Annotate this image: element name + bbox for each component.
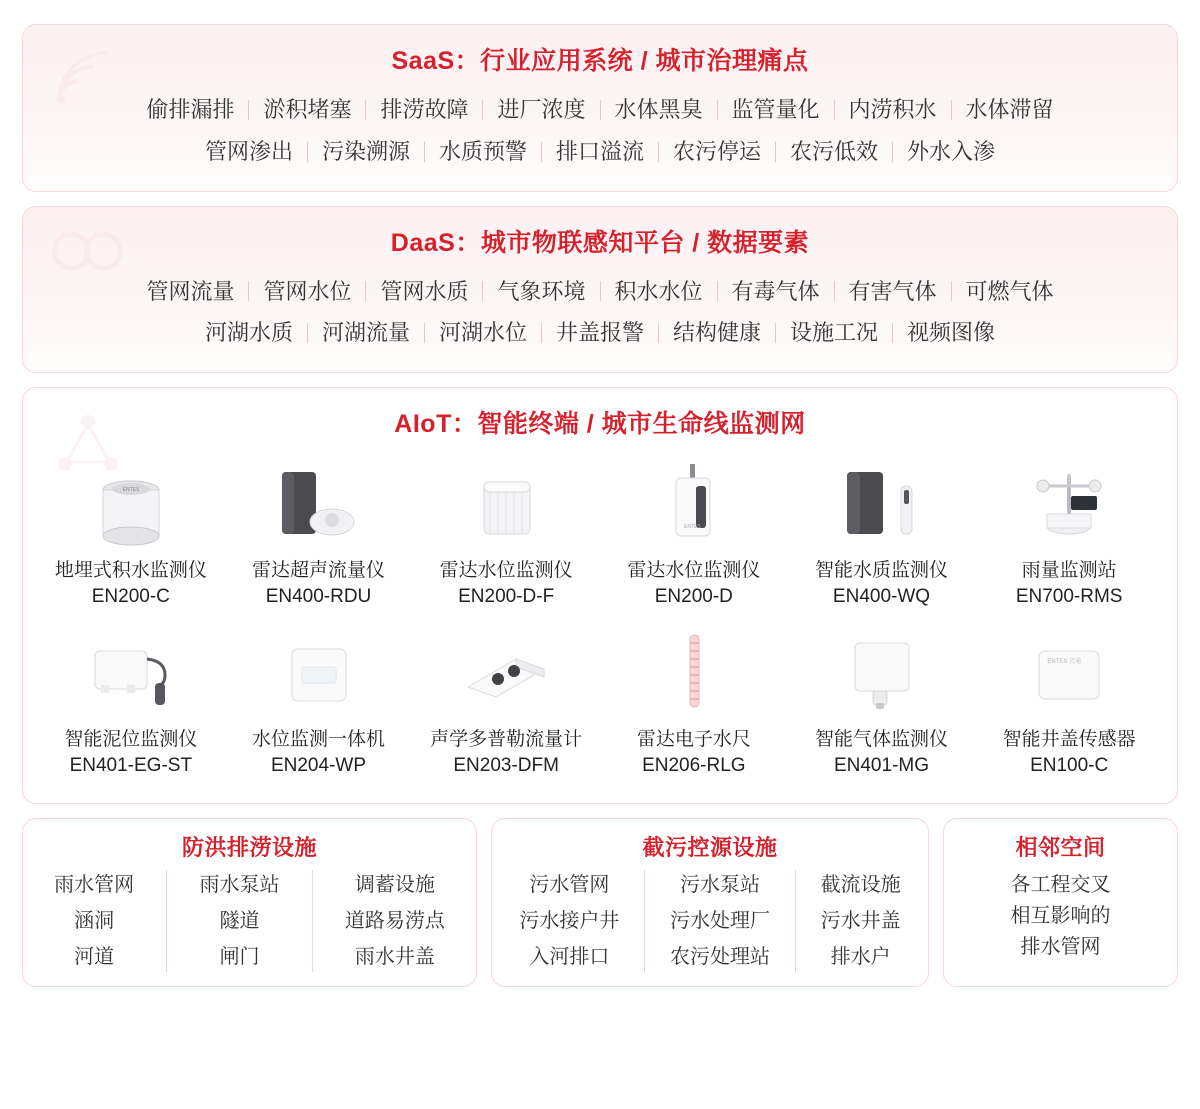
column-divider — [312, 870, 313, 972]
device-card — [37, 452, 225, 615]
device-model: EN204-WP — [270, 755, 366, 777]
pollution-facilities-columns — [502, 870, 918, 972]
saas-tag: 管网渗出 — [204, 138, 293, 164]
saas-rows — [43, 89, 1157, 173]
device-name: 水位监测一体机 — [251, 729, 385, 751]
device-name: 智能水质监测仪 — [814, 560, 948, 582]
device-card — [788, 621, 976, 784]
device-model: EN100-C — [1030, 755, 1109, 777]
daas-tag: 设施工况 — [790, 320, 879, 346]
facility-item: 涵洞 — [74, 909, 115, 932]
daas-tag: 有毒气体 — [731, 278, 820, 304]
saas-title-cn: 行业应用系统 / 城市治理痛点 — [480, 47, 809, 75]
pollution-facilities-card — [491, 818, 929, 987]
daas-title — [43, 223, 1157, 259]
device-card — [225, 621, 413, 784]
device-name: 声学多普勒流量计 — [430, 729, 583, 751]
device-name: 雷达电子水尺 — [636, 729, 751, 751]
device-image-darkbox-disc-icon — [227, 456, 411, 550]
daas-tag: 井盖报警 — [555, 320, 644, 346]
device-name: 雨量监测站 — [1021, 560, 1117, 582]
facility-item: 闸门 — [219, 945, 260, 968]
saas-row-1 — [43, 89, 1157, 131]
device-image-boxnozzle-icon — [790, 625, 974, 719]
flood-facilities-card — [22, 818, 477, 987]
device-name: 智能泥位监测仪 — [64, 729, 198, 751]
adjacent-space-line: 相互影响的 — [1010, 904, 1111, 927]
device-image-darkbox-pen-icon — [790, 456, 974, 550]
bottom-row — [22, 818, 1178, 987]
daas-tag: 积水水位 — [614, 278, 703, 304]
svg-text:ENTES 宜通: ENTES 宜通 — [1047, 659, 1082, 666]
device-card — [975, 452, 1163, 615]
facility-item: 雨水管网 — [54, 873, 135, 896]
facility-column — [189, 870, 289, 972]
device-name: 雷达水位监测仪 — [627, 560, 761, 582]
device-model: EN203-DFM — [453, 755, 559, 777]
adjacent-space-line: 各工程交叉 — [1010, 873, 1111, 896]
saas-title-en: SaaS： — [391, 47, 481, 75]
column-divider — [166, 870, 167, 972]
daas-tag: 管网水质 — [380, 278, 469, 304]
device-model: EN400-RDU — [265, 585, 372, 607]
daas-title-en: DaaS： — [390, 228, 481, 257]
facility-item: 截流设施 — [820, 873, 901, 896]
facility-column — [335, 870, 455, 972]
saas-tag: 水质预警 — [438, 138, 527, 164]
saas-tag: 进厂浓度 — [497, 97, 586, 122]
daas-tag: 有害气体 — [848, 278, 937, 304]
facility-item: 隧道 — [219, 909, 260, 932]
column-divider — [644, 870, 645, 972]
daas-tag: 河湖水位 — [438, 320, 527, 346]
facility-item: 农污处理站 — [669, 945, 770, 968]
facility-column — [509, 870, 629, 972]
device-model: EN401-EG-ST — [69, 755, 193, 777]
device-name: 雷达水位监测仪 — [439, 560, 573, 582]
device-image-boxcable-icon — [39, 625, 223, 719]
facility-item: 道路易涝点 — [344, 909, 445, 932]
saas-tag: 外水入渗 — [907, 138, 996, 164]
facility-item: 污水处理厂 — [669, 909, 770, 932]
saas-tag: 淤积堵塞 — [263, 97, 352, 122]
saas-tag: 排涝故障 — [380, 97, 469, 122]
device-card — [412, 621, 600, 784]
daas-tag: 管网流量 — [146, 278, 235, 304]
device-model: EN200-D — [654, 585, 733, 607]
device-image-cylinder-icon — [39, 456, 223, 550]
device-model: EN206-RLG — [642, 755, 746, 777]
facility-item: 污水接户井 — [519, 909, 620, 932]
saas-tag: 内涝积水 — [848, 97, 937, 122]
facility-column — [660, 870, 780, 972]
facility-item: 调蓄设施 — [354, 873, 435, 896]
daas-row-1 — [43, 271, 1157, 313]
facility-item: 排水户 — [830, 945, 891, 968]
device-model: EN401-MG — [833, 755, 929, 777]
device-name: 雷达超声流量仪 — [251, 560, 385, 582]
saas-tag: 偷排漏排 — [146, 97, 235, 122]
facility-item: 污水井盖 — [820, 909, 901, 932]
saas-tag: 排口溢流 — [555, 138, 644, 164]
device-card — [37, 621, 225, 784]
device-model: EN200-D-F — [458, 585, 555, 607]
device-card — [600, 452, 788, 615]
device-name: 智能井盖传感器 — [1002, 729, 1136, 751]
aiot-card — [22, 387, 1178, 804]
daas-title-cn: 城市物联感知平台 / 数据要素 — [480, 228, 810, 257]
aiot-device-grid — [37, 452, 1163, 785]
daas-tag: 气象环境 — [497, 278, 586, 304]
device-model: EN200-C — [91, 585, 170, 607]
device-card — [600, 621, 788, 784]
facility-item: 河道 — [74, 945, 115, 968]
device-image-bar2dot-icon — [414, 625, 598, 719]
saas-card — [22, 24, 1178, 192]
adjacent-space-card — [943, 818, 1178, 987]
device-card — [225, 452, 413, 615]
facility-column — [44, 870, 144, 972]
aiot-title-cn: 智能终端 / 城市生命线监测网 — [477, 410, 806, 439]
daas-rows — [43, 271, 1157, 355]
device-model: EN400-WQ — [832, 585, 931, 607]
facility-column — [811, 870, 911, 972]
saas-tag: 水体黑臭 — [614, 97, 703, 122]
daas-tag: 视频图像 — [907, 320, 996, 346]
daas-tag: 河湖流量 — [321, 320, 410, 346]
adjacent-space-line: 排水管网 — [1020, 935, 1101, 958]
aiot-title — [37, 404, 1163, 440]
device-image-finned-icon — [414, 456, 598, 550]
saas-row-2 — [43, 131, 1157, 173]
column-divider — [795, 870, 796, 972]
device-card — [788, 452, 976, 615]
adjacent-space-lines — [954, 870, 1167, 963]
svg-text:ENTES: ENTES — [122, 487, 140, 494]
device-name: 智能气体监测仪 — [814, 729, 948, 751]
facility-item: 雨水井盖 — [354, 945, 435, 968]
device-image-panel-icon — [227, 625, 411, 719]
pollution-facilities-title: 截污控源设施 — [642, 834, 778, 860]
device-image-square-icon — [977, 625, 1161, 719]
daas-tag: 可燃气体 — [965, 278, 1054, 304]
saas-title — [43, 41, 1157, 77]
device-name: 地埋式积水监测仪 — [54, 560, 207, 582]
facility-item: 污水管网 — [529, 873, 610, 896]
flood-facilities-columns — [33, 870, 466, 972]
device-card — [975, 621, 1163, 784]
device-image-weather-icon — [977, 456, 1161, 550]
device-image-tallwhite-icon — [602, 456, 786, 550]
daas-tag: 管网水位 — [263, 278, 352, 304]
flood-facilities-title: 防洪排涝设施 — [181, 834, 317, 860]
daas-row-2 — [43, 312, 1157, 354]
adjacent-space-title: 相邻空间 — [1015, 834, 1106, 860]
saas-tag: 监管量化 — [731, 97, 820, 122]
daas-card — [22, 206, 1178, 374]
daas-tag: 结构健康 — [673, 320, 762, 346]
aiot-title-en: AIoT： — [394, 410, 478, 439]
saas-tag: 水体滞留 — [965, 97, 1054, 122]
device-image-stick-icon — [602, 625, 786, 719]
svg-text:ENTES: ENTES — [683, 524, 701, 531]
facility-item: 雨水泵站 — [199, 873, 280, 896]
device-model: EN700-RMS — [1015, 585, 1123, 607]
saas-tag: 污染溯源 — [321, 138, 410, 164]
saas-tag: 农污停运 — [673, 138, 762, 164]
daas-tag: 河湖水质 — [204, 320, 293, 346]
facility-item: 污水泵站 — [679, 873, 760, 896]
facility-item: 入河排口 — [529, 945, 610, 968]
device-card — [412, 452, 600, 615]
saas-tag: 农污低效 — [790, 138, 879, 164]
